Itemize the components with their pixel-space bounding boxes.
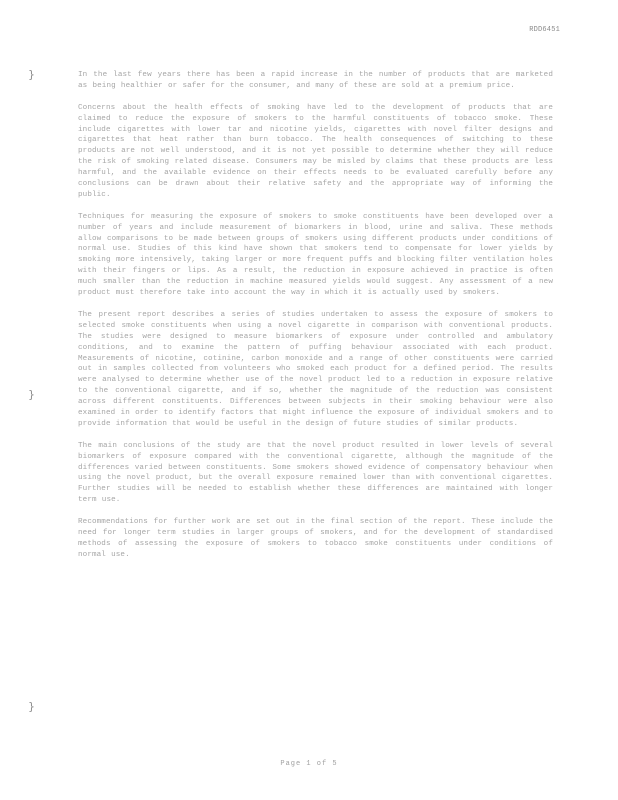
paragraph: In the last few years there has been a rapid increase in the number of products that are marketed as being healthier or safer for the consumer, and many of these are sold at a premium price.: [78, 71, 553, 90]
paragraph: Recommendations for further work are set out in the final section of the report. These include the need for longer term studies in larger groups of smokers, and for the development of standardised methods of assessing the exposure of smokers to tobacco smoke constituents under conditions of normal use.: [78, 518, 553, 559]
paragraph: The main conclusions of the study are that the novel product resulted in lower levels of several biomarkers of exposure compared with the conventional cigarette, although the magnitude of the differences varied between constituents. Some smokers showed evidence of compensatory behaviour when using the novel product, but the overall exposure remained lower than with conventional cigarettes. Further studies will be needed to establish whether these differences are maintained with longer term use.: [78, 441, 553, 505]
page-number: Page 1 of 5: [280, 760, 338, 768]
document-id: RDD6451: [529, 26, 560, 34]
paragraph: The present report describes a series of studies undertaken to assess the exposure of smokers to selected smoke constituents when using a novel cigarette in comparison with conventional products. The studies were designed to measure biomarkers of exposure under controlled and ambulatory conditions, and to examine the pattern of puffing behaviour associated with each product. Measurements of nicotine, cotinine, carbon monoxide and a range of other constituents were carried out in samples collected from volunteers who smoked each product for a defined period. The results were analysed to determine whether use of the novel product led to a reduction in exposure relative to the conventional cigarette, and if so, whether the magnitude of the reduction was consistent across different constituents. Differences between subjects in their smoking behaviour were also examined in order to identify factors that might influence the exposure of individual smokers and to provide information that would be useful in the design of future studies of similar products.: [78, 310, 553, 428]
margin-bracket-mark: }: [28, 700, 35, 713]
paragraph: Concerns about the health effects of smoking have led to the development of products that are claimed to reduce the exposure of smokers to the harmful constituents of tobacco smoke. These include cigarettes with lower tar and nicotine yields, cigarettes with novel filter designs and cigarettes that heat rather than burn tobacco. The health consequences of switching to these products are not well understood, and it is not yet possible to determine whether they will reduce the risk of smoking related disease. Consumers may be misled by claims that these products are less harmful, and the available evidence on their effects needs to be evaluated carefully before any conclusions can be drawn about their relative safety and the appropriate way of informing the public.: [78, 103, 553, 199]
margin-bracket-mark: }: [28, 388, 35, 401]
document-body: [78, 70, 553, 572]
paragraph: Techniques for measuring the exposure of smokers to smoke constituents have been developed over a number of years and include measurement of biomarkers in blood, urine and saliva. These methods allow comparisons to be made between groups of smokers using different products under conditions of normal use. Studies of this kind have shown that smokers tend to compensate for lower yields by smoking more intensively, taking larger or more frequent puffs and blocking filter ventilation holes with their fingers or lips. As a result, the reduction in exposure achieved in practice is often much smaller than the reduction in machine measured yields would suggest. Any assessment of a new product must therefore take into account the way in which it is actually used by smokers.: [78, 212, 553, 298]
margin-bracket-mark: }: [28, 68, 35, 81]
